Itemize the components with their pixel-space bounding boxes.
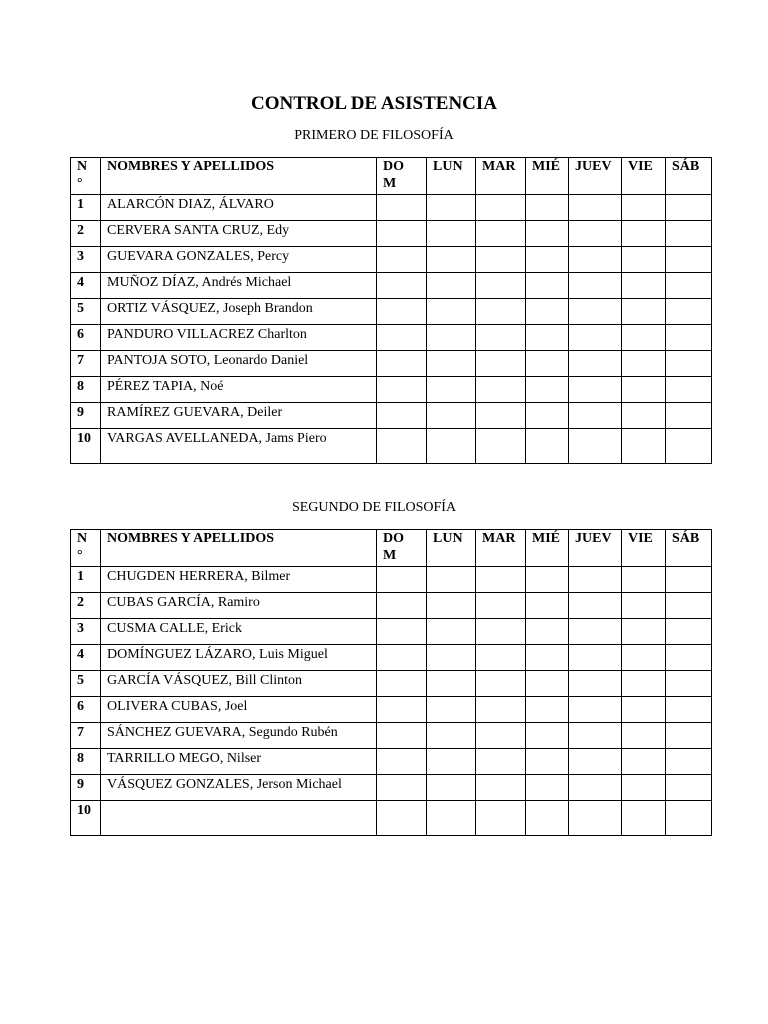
attendance-cell[interactable] [622,247,666,273]
student-name: VARGAS AVELLANEDA, Jams Piero [101,429,377,464]
table-row [71,775,712,801]
header-day: VIE [622,530,666,567]
table-row [71,299,712,325]
page-title: CONTROL DE ASISTENCIA [250,93,498,114]
attendance-cell[interactable] [622,273,666,299]
attendance-cell[interactable] [476,273,526,299]
attendance-cell[interactable] [476,671,526,697]
header-day: MAR [476,530,526,567]
attendance-cell[interactable] [569,299,622,325]
attendance-cell[interactable] [377,801,427,836]
attendance-cell[interactable] [526,351,569,377]
attendance-table-segundo [70,529,712,836]
student-name: PÉREZ TAPIA, Noé [101,377,377,403]
table-row [71,619,712,645]
row-number: 5 [71,671,101,697]
student-name: PANDURO VILLACREZ Charlton [101,325,377,351]
attendance-cell[interactable] [526,567,569,593]
attendance-cell[interactable] [427,429,476,464]
student-name: RAMÍREZ GUEVARA, Deiler [101,403,377,429]
header-day: SÁB [666,530,712,567]
attendance-cell[interactable] [526,195,569,221]
table-row [71,247,712,273]
table-row [71,195,712,221]
attendance-cell[interactable] [569,325,622,351]
attendance-cell[interactable] [427,325,476,351]
table-row [71,749,712,775]
student-name: MUÑOZ DÍAZ, Andrés Michael [101,273,377,299]
student-name: CHUGDEN HERRERA, Bilmer [101,567,377,593]
attendance-cell[interactable] [622,195,666,221]
student-name: CERVERA SANTA CRUZ, Edy [101,221,377,247]
attendance-cell[interactable] [476,749,526,775]
attendance-cell[interactable] [526,671,569,697]
attendance-cell[interactable] [427,299,476,325]
table-row [71,273,712,299]
attendance-cell[interactable] [666,299,712,325]
attendance-cell[interactable] [377,299,427,325]
table-row [71,567,712,593]
table-row [71,429,712,464]
attendance-cell[interactable] [622,749,666,775]
attendance-cell[interactable] [526,221,569,247]
attendance-cell[interactable] [569,567,622,593]
attendance-cell[interactable] [476,723,526,749]
attendance-cell[interactable] [569,645,622,671]
attendance-cell[interactable] [427,775,476,801]
attendance-cell[interactable] [427,567,476,593]
attendance-cell[interactable] [569,723,622,749]
attendance-cell[interactable] [427,221,476,247]
student-name: CUSMA CALLE, Erick [101,619,377,645]
attendance-cell[interactable] [427,645,476,671]
student-name: ALARCÓN DIAZ, ÁLVARO [101,195,377,221]
row-number: 3 [71,619,101,645]
table-row [71,403,712,429]
attendance-cell[interactable] [476,351,526,377]
attendance-cell[interactable] [622,377,666,403]
attendance-cell[interactable] [476,247,526,273]
table-row [71,377,712,403]
section-subtitle-primero: PRIMERO DE FILOSOFÍA [294,128,454,143]
attendance-cell[interactable] [666,619,712,645]
attendance-cell[interactable] [569,403,622,429]
table-row [71,593,712,619]
attendance-cell[interactable] [666,429,712,464]
student-name: DOMÍNGUEZ LÁZARO, Luis Miguel [101,645,377,671]
attendance-cell[interactable] [427,377,476,403]
attendance-cell[interactable] [427,593,476,619]
attendance-cell[interactable] [526,801,569,836]
attendance-cell[interactable] [622,221,666,247]
row-number: 3 [71,247,101,273]
header-day: VIE [622,158,666,195]
attendance-cell[interactable] [476,801,526,836]
attendance-cell[interactable] [377,671,427,697]
attendance-cell[interactable] [526,247,569,273]
attendance-cell[interactable] [526,749,569,775]
attendance-cell[interactable] [569,273,622,299]
row-number: 2 [71,593,101,619]
header-day: LUN [427,158,476,195]
attendance-cell[interactable] [476,775,526,801]
attendance-cell[interactable] [666,351,712,377]
attendance-cell[interactable] [476,377,526,403]
row-number: 6 [71,697,101,723]
attendance-cell[interactable] [569,195,622,221]
attendance-cell[interactable] [526,775,569,801]
attendance-cell[interactable] [622,801,666,836]
attendance-cell[interactable] [427,671,476,697]
attendance-cell[interactable] [377,775,427,801]
attendance-cell[interactable] [377,749,427,775]
attendance-cell[interactable] [476,619,526,645]
attendance-cell[interactable] [526,619,569,645]
student-name: CUBAS GARCÍA, Ramiro [101,593,377,619]
attendance-cell[interactable] [526,377,569,403]
attendance-cell[interactable] [476,429,526,464]
header-day: MIÉ [526,158,569,195]
attendance-cell[interactable] [377,403,427,429]
header-day: JUEV [569,530,622,567]
attendance-cell[interactable] [377,325,427,351]
attendance-cell[interactable] [526,697,569,723]
header-day: JUEV [569,158,622,195]
header-day: LUN [427,530,476,567]
row-number: 7 [71,351,101,377]
attendance-cell[interactable] [377,567,427,593]
attendance-cell[interactable] [377,645,427,671]
attendance-cell[interactable] [476,299,526,325]
attendance-cell[interactable] [622,299,666,325]
attendance-cell[interactable] [666,801,712,836]
table-header-row [71,530,712,567]
table-row [71,801,712,836]
header-number: N ° [71,158,101,195]
attendance-cell[interactable] [666,567,712,593]
attendance-cell[interactable] [427,195,476,221]
attendance-cell[interactable] [427,723,476,749]
attendance-cell[interactable] [377,351,427,377]
header-day: MAR [476,158,526,195]
row-number: 10 [71,801,101,836]
attendance-cell[interactable] [666,697,712,723]
attendance-cell[interactable] [476,567,526,593]
table-row [71,645,712,671]
attendance-cell[interactable] [476,325,526,351]
attendance-cell[interactable] [666,325,712,351]
attendance-cell[interactable] [377,221,427,247]
row-number: 8 [71,377,101,403]
attendance-cell[interactable] [377,247,427,273]
attendance-cell[interactable] [622,325,666,351]
attendance-cell[interactable] [666,671,712,697]
attendance-cell[interactable] [622,697,666,723]
attendance-cell[interactable] [569,593,622,619]
attendance-cell[interactable] [666,377,712,403]
table-row [71,723,712,749]
attendance-cell[interactable] [622,567,666,593]
row-number: 7 [71,723,101,749]
row-number: 10 [71,429,101,464]
table-row [71,351,712,377]
attendance-cell[interactable] [666,645,712,671]
student-name: SÁNCHEZ GUEVARA, Segundo Rubén [101,723,377,749]
row-number: 1 [71,567,101,593]
attendance-cell[interactable] [427,403,476,429]
header-day: SÁB [666,158,712,195]
attendance-cell[interactable] [476,195,526,221]
row-number: 4 [71,273,101,299]
attendance-cell[interactable] [476,593,526,619]
attendance-cell[interactable] [427,619,476,645]
attendance-cell[interactable] [666,273,712,299]
attendance-cell[interactable] [569,377,622,403]
row-number: 8 [71,749,101,775]
attendance-cell[interactable] [427,351,476,377]
student-name: TARRILLO MEGO, Nilser [101,749,377,775]
attendance-cell[interactable] [622,429,666,464]
table-row [71,221,712,247]
attendance-cell[interactable] [666,749,712,775]
attendance-cell[interactable] [476,697,526,723]
header-number: N ° [71,530,101,567]
header-day: DO M [377,530,427,567]
attendance-cell[interactable] [569,619,622,645]
attendance-cell[interactable] [666,195,712,221]
attendance-cell[interactable] [526,593,569,619]
student-name [101,801,377,836]
row-number: 1 [71,195,101,221]
row-number: 2 [71,221,101,247]
attendance-cell[interactable] [377,429,427,464]
attendance-cell[interactable] [526,325,569,351]
attendance-cell[interactable] [569,351,622,377]
header-day: DO M [377,158,427,195]
header-names: NOMBRES Y APELLIDOS [101,530,377,567]
attendance-cell[interactable] [622,593,666,619]
attendance-table-primero [70,157,712,464]
attendance-cell[interactable] [377,619,427,645]
attendance-cell[interactable] [476,645,526,671]
attendance-cell[interactable] [427,749,476,775]
attendance-cell[interactable] [622,351,666,377]
attendance-cell[interactable] [666,247,712,273]
attendance-cell[interactable] [569,221,622,247]
attendance-cell[interactable] [526,299,569,325]
attendance-cell[interactable] [377,593,427,619]
student-name: VÁSQUEZ GONZALES, Jerson Michael [101,775,377,801]
row-number: 6 [71,325,101,351]
attendance-cell[interactable] [569,775,622,801]
attendance-cell[interactable] [377,723,427,749]
attendance-cell[interactable] [377,697,427,723]
attendance-cell[interactable] [622,775,666,801]
row-number: 5 [71,299,101,325]
attendance-cell[interactable] [622,645,666,671]
attendance-cell[interactable] [427,697,476,723]
table-header-row [71,158,712,195]
row-number: 4 [71,645,101,671]
section-subtitle-segundo: SEGUNDO DE FILOSOFÍA [291,500,457,515]
attendance-cell[interactable] [569,749,622,775]
table-row [71,671,712,697]
attendance-cell[interactable] [377,377,427,403]
student-name: ORTIZ VÁSQUEZ, Joseph Brandon [101,299,377,325]
student-name: OLIVERA CUBAS, Joel [101,697,377,723]
header-day: MIÉ [526,530,569,567]
attendance-cell[interactable] [476,403,526,429]
attendance-cell[interactable] [377,273,427,299]
table-row [71,697,712,723]
attendance-cell[interactable] [622,671,666,697]
attendance-cell[interactable] [526,403,569,429]
attendance-cell[interactable] [427,247,476,273]
attendance-cell[interactable] [622,723,666,749]
attendance-cell[interactable] [569,429,622,464]
student-name: GUEVARA GONZALES, Percy [101,247,377,273]
attendance-cell[interactable] [666,593,712,619]
attendance-cell[interactable] [569,671,622,697]
attendance-cell[interactable] [622,619,666,645]
header-names: NOMBRES Y APELLIDOS [101,158,377,195]
attendance-cell[interactable] [526,645,569,671]
attendance-cell[interactable] [377,195,427,221]
student-name: GARCÍA VÁSQUEZ, Bill Clinton [101,671,377,697]
attendance-cell[interactable] [526,273,569,299]
attendance-cell[interactable] [569,801,622,836]
attendance-cell[interactable] [569,697,622,723]
attendance-cell[interactable] [666,221,712,247]
attendance-cell[interactable] [526,429,569,464]
attendance-cell[interactable] [427,801,476,836]
attendance-cell[interactable] [569,247,622,273]
attendance-cell[interactable] [666,723,712,749]
attendance-cell[interactable] [427,273,476,299]
attendance-cell[interactable] [622,403,666,429]
attendance-cell[interactable] [666,775,712,801]
row-number: 9 [71,775,101,801]
row-number: 9 [71,403,101,429]
student-name: PANTOJA SOTO, Leonardo Daniel [101,351,377,377]
attendance-cell[interactable] [526,723,569,749]
attendance-cell[interactable] [476,221,526,247]
table-row [71,325,712,351]
attendance-cell[interactable] [666,403,712,429]
